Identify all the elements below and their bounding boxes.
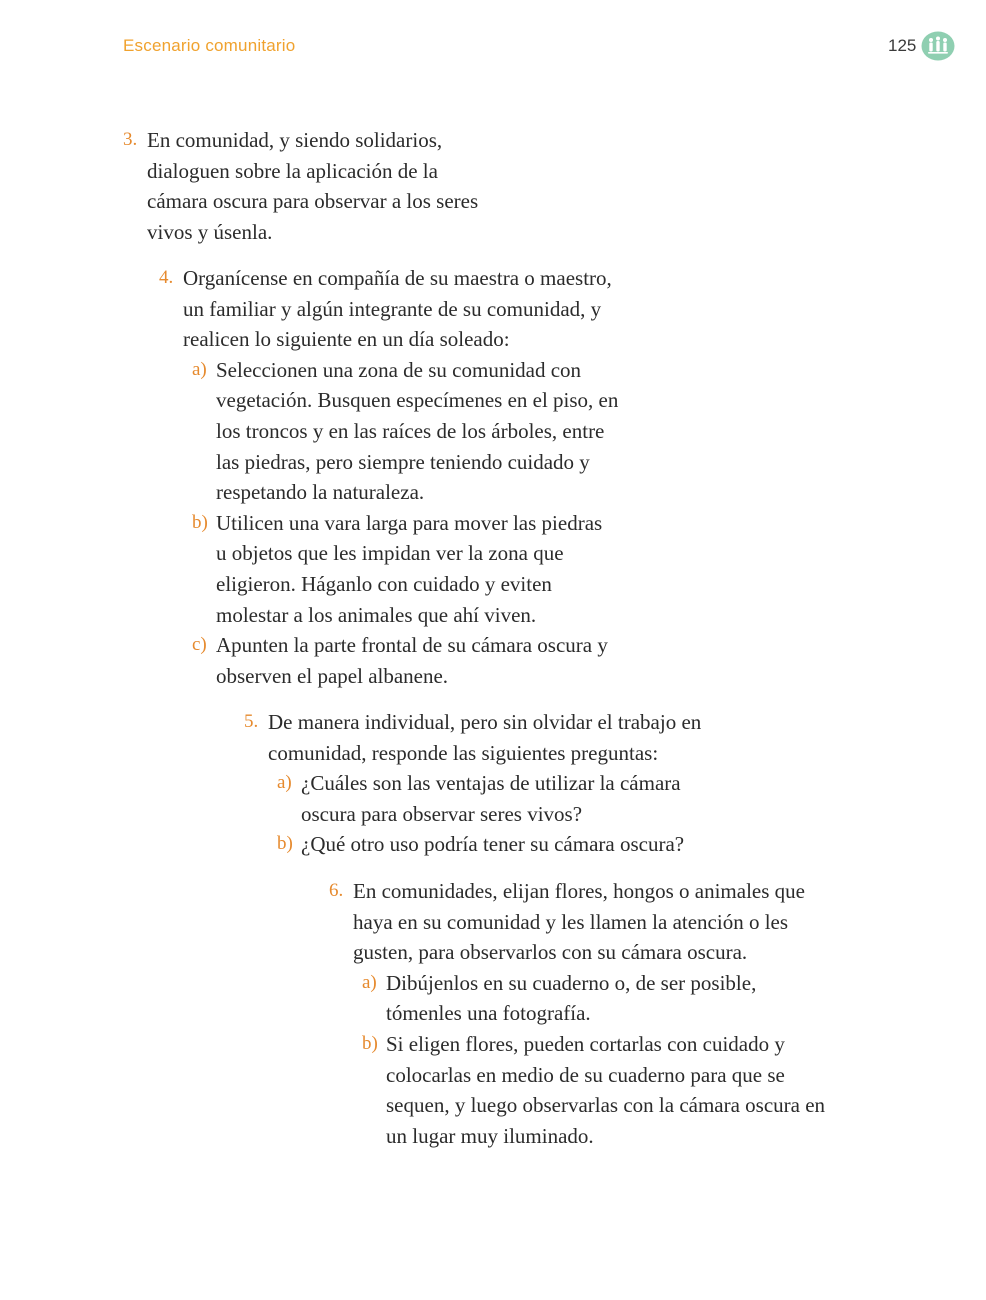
subitem-letter: a)	[277, 772, 292, 794]
activity-item-4	[159, 263, 659, 691]
subitem-b	[159, 508, 659, 630]
text-line: Dibújenlos en su cuaderno o, de ser posible,	[386, 970, 757, 995]
subitem-b	[329, 1029, 869, 1151]
item-number: 5.	[244, 711, 259, 732]
text-line: En comunidades, elijan flores, hongos o animales que	[353, 879, 805, 903]
text-line: ¿Cuáles son las ventajas de utilizar la cámara	[301, 771, 681, 796]
subitem-letter: b)	[192, 511, 208, 533]
subitem-a	[159, 355, 659, 508]
text-line: molestar a los animales que ahí viven.	[216, 602, 537, 627]
text-line: realicen lo siguiente en un día soleado:	[183, 327, 510, 352]
section-title: Escenario comunitario	[123, 36, 296, 55]
item-text	[123, 125, 523, 247]
subitem-letter: c)	[192, 634, 207, 656]
subitem-letter: b)	[362, 1032, 378, 1054]
activity-item-6	[329, 876, 869, 1151]
item-text	[244, 707, 744, 768]
community-people-icon	[921, 31, 955, 61]
text-line: vegetación. Busquen especímenes en el piso, en	[216, 388, 619, 413]
text-line: respetando la naturaleza.	[216, 480, 425, 505]
activity-item-5	[244, 707, 744, 860]
activity-item-3	[123, 125, 523, 247]
page-number: 125	[888, 36, 917, 55]
subitem-c	[159, 630, 659, 691]
text-line: Apunten la parte frontal de su cámara oscura y	[216, 633, 608, 658]
subitem-letter: a)	[192, 358, 207, 380]
text-line: un lugar muy iluminado.	[386, 1123, 594, 1148]
item-number: 6.	[329, 880, 344, 901]
text-line: colocarlas en medio de su cuaderno para que se	[386, 1062, 785, 1087]
text-line: u objetos que les impidan ver la zona que	[216, 541, 564, 566]
text-line: tómenles una fotografía.	[386, 1001, 591, 1026]
subitem-letter: b)	[277, 833, 293, 855]
item-text	[159, 263, 659, 355]
subitem-a	[329, 968, 869, 1029]
text-line: observen el papel albanene.	[216, 663, 449, 688]
text-line: En comunidad, y siendo solidarios,	[147, 128, 443, 152]
text-line: Organícense en compañía de su maestra o maestro,	[183, 266, 612, 290]
text-line: dialoguen sobre la aplicación de la	[147, 158, 438, 183]
text-line: las piedras, pero siempre teniendo cuidado y	[216, 449, 590, 474]
item-number: 3.	[123, 129, 138, 150]
text-line: sequen, y luego observarlas con la cámara oscura en	[386, 1093, 826, 1118]
text-line: comunidad, responde las siguientes preguntas:	[268, 740, 659, 765]
item-text	[329, 876, 869, 968]
subitem-b	[244, 829, 744, 860]
text-line: oscura para observar seres vivos?	[301, 801, 583, 826]
text-line: un familiar y algún integrante de su comunidad, y	[183, 296, 602, 321]
text-line: Utilicen una vara larga para mover las piedras	[216, 510, 603, 535]
text-line: vivos y úsenla.	[147, 219, 273, 244]
subitem-a	[244, 768, 744, 829]
text-line: ¿Qué otro uso podría tener su cámara oscura?	[301, 832, 685, 857]
text-line: los troncos y en las raíces de los árboles, entre	[216, 418, 605, 443]
subitem-letter: a)	[362, 971, 377, 993]
text-line: haya en su comunidad y les llamen la atención o les	[353, 909, 789, 934]
text-line: gusten, para observarlos con su cámara oscura.	[353, 940, 748, 965]
text-line: Si eligen flores, pueden cortarlas con cuidado y	[386, 1031, 785, 1056]
text-line: De manera individual, pero sin olvidar el trabajo en	[268, 710, 702, 734]
text-line: cámara oscura para observar a los seres	[147, 189, 479, 214]
item-number: 4.	[159, 267, 174, 288]
text-line: Seleccionen una zona de su comunidad con	[216, 357, 582, 382]
text-line: eligieron. Háganlo con cuidado y eviten	[216, 571, 552, 596]
